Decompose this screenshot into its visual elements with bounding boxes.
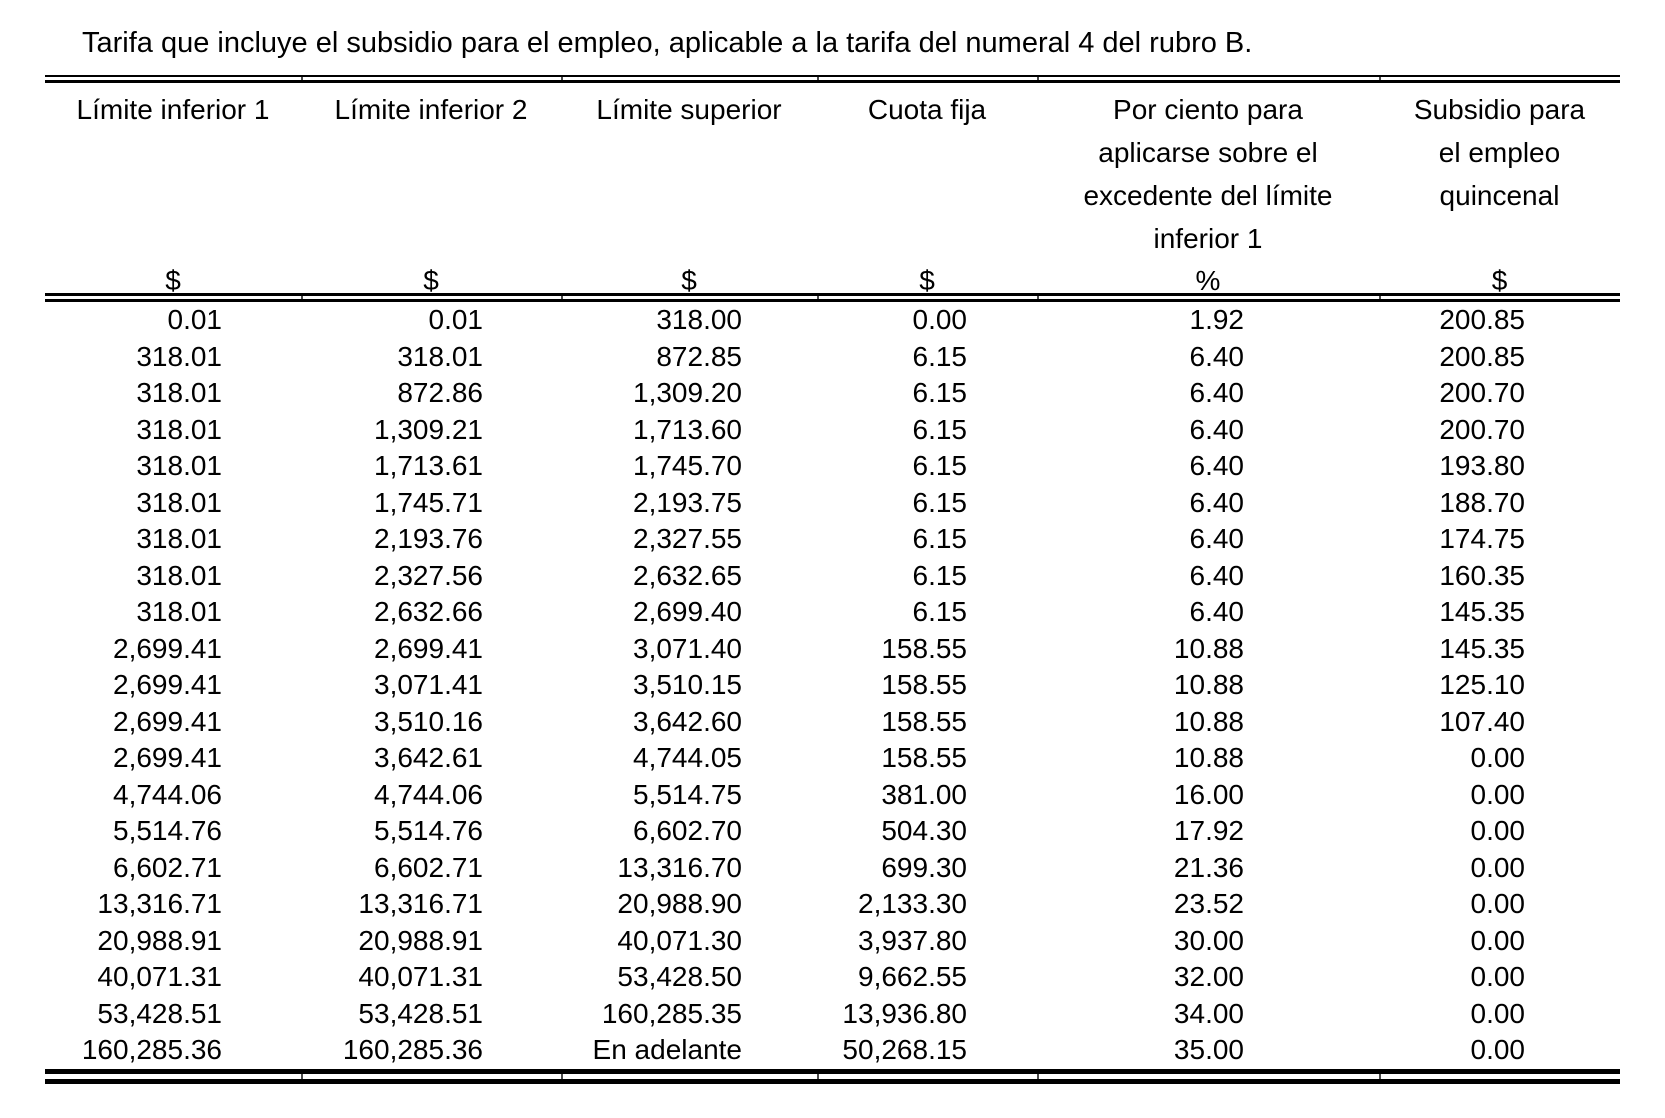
column-boundary-tick bbox=[561, 296, 817, 299]
table-cell: 6.15 bbox=[912, 486, 967, 518]
table-cell: 160.35 bbox=[1439, 559, 1525, 591]
column-boundary-tick bbox=[817, 77, 1037, 80]
table-row bbox=[45, 375, 1620, 412]
table-cell: 318.01 bbox=[136, 596, 222, 627]
table-cell: 20,988.90 bbox=[617, 888, 742, 919]
table-row bbox=[45, 631, 1620, 668]
table-body bbox=[45, 302, 1620, 1069]
table-row bbox=[45, 667, 1620, 704]
table-cell: 40,071.30 bbox=[617, 924, 742, 956]
table-cell: 107.40 bbox=[1439, 705, 1525, 737]
table-cell: 200.85 bbox=[1439, 304, 1525, 335]
column-boundary-tick bbox=[561, 77, 817, 80]
column-unit: $ bbox=[1491, 265, 1508, 296]
table-cell: 318.01 bbox=[136, 413, 222, 445]
table-cell: 2,133.30 bbox=[858, 888, 967, 919]
table-cell: 318.01 bbox=[136, 486, 222, 518]
table-cell: 193.80 bbox=[1439, 450, 1525, 481]
table-cell: 200.70 bbox=[1439, 413, 1525, 445]
table-cell: 13,316.70 bbox=[617, 851, 742, 883]
table-cell: 6.40 bbox=[1189, 413, 1244, 445]
table-row bbox=[45, 485, 1620, 522]
column-boundary-tick bbox=[45, 296, 301, 299]
table-cell: 2,699.41 bbox=[113, 669, 222, 700]
column-title-line: quincenal bbox=[1439, 180, 1560, 211]
table-cell: 381.00 bbox=[881, 778, 967, 810]
column-header-4 bbox=[817, 83, 1037, 302]
column-boundary-tick bbox=[45, 1074, 301, 1079]
table-cell: 53,428.50 bbox=[617, 961, 742, 992]
table-cell: 318.01 bbox=[136, 559, 222, 591]
table-cell: 125.10 bbox=[1439, 669, 1525, 700]
table-cell: 1,713.60 bbox=[633, 413, 742, 445]
table-cell: 2,699.41 bbox=[113, 632, 222, 664]
column-unit: $ bbox=[681, 265, 697, 296]
table-cell: 5,514.75 bbox=[633, 778, 742, 810]
table-cell: 2,699.40 bbox=[633, 596, 742, 627]
column-boundary-tick bbox=[1379, 1074, 1620, 1079]
table-caption: Tarifa que incluye el subsidio para el empleo, aplicable a la tarifa del numeral 4 del rubro B. bbox=[82, 27, 1253, 59]
table-row bbox=[45, 302, 1620, 339]
table-cell: 6.15 bbox=[912, 559, 967, 591]
table-cell: 10.88 bbox=[1173, 705, 1244, 737]
table-row bbox=[45, 339, 1620, 376]
table-cell: 0.01 bbox=[428, 304, 483, 335]
table-row bbox=[45, 704, 1620, 741]
column-boundary-tick bbox=[817, 1074, 1037, 1079]
table-cell: 6.15 bbox=[912, 340, 967, 372]
column-title bbox=[335, 88, 528, 131]
column-unit: $ bbox=[919, 265, 935, 296]
tarifa-table bbox=[45, 75, 1620, 1084]
table-cell: 6.40 bbox=[1189, 559, 1244, 591]
table-cell: 6.15 bbox=[912, 450, 967, 481]
table-cell: 5,514.76 bbox=[374, 815, 483, 846]
table-cell: 1,309.21 bbox=[374, 413, 483, 445]
table-cell: 0.00 bbox=[1470, 1034, 1525, 1065]
column-header-2 bbox=[301, 83, 561, 302]
table-row bbox=[45, 886, 1620, 923]
table-cell: 10.88 bbox=[1173, 669, 1244, 700]
table-cell: 1,713.61 bbox=[374, 450, 483, 481]
table-header-row bbox=[45, 83, 1620, 296]
table-cell: 318.01 bbox=[136, 523, 222, 554]
table-cell: 3,071.41 bbox=[374, 669, 483, 700]
table-cell: 23.52 bbox=[1173, 888, 1244, 919]
table-cell: 872.86 bbox=[397, 377, 483, 408]
column-header-3 bbox=[561, 83, 817, 302]
table-cell: 699.30 bbox=[881, 851, 967, 883]
table-cell: 1,745.70 bbox=[633, 450, 742, 481]
table-cell: 0.00 bbox=[1470, 997, 1525, 1029]
table-cell: 158.55 bbox=[881, 669, 967, 700]
table-cell: 4,744.05 bbox=[633, 742, 742, 773]
table-cell: 6.40 bbox=[1189, 523, 1244, 554]
table-row bbox=[45, 996, 1620, 1033]
table-cell: 35.00 bbox=[1173, 1034, 1244, 1065]
column-title-line: aplicarse sobre el bbox=[1098, 137, 1318, 168]
column-boundary-tick bbox=[817, 296, 1037, 299]
table-cell: 3,510.15 bbox=[633, 669, 742, 700]
table-cell: 13,316.71 bbox=[97, 888, 222, 919]
table-cell: 17.92 bbox=[1173, 815, 1244, 846]
table-cell: 6,602.71 bbox=[113, 851, 222, 883]
column-title-line: Límite inferior 1 bbox=[76, 94, 270, 125]
column-header-1 bbox=[45, 83, 301, 302]
table-cell: 160,285.35 bbox=[601, 997, 742, 1029]
column-title bbox=[868, 88, 986, 131]
column-unit: $ bbox=[165, 265, 181, 296]
table-top-rule bbox=[45, 75, 1620, 83]
table-cell: 2,699.41 bbox=[113, 705, 222, 737]
column-title-line: inferior 1 bbox=[1153, 223, 1263, 254]
table-cell: 2,699.41 bbox=[113, 742, 222, 773]
table-cell: 20,988.91 bbox=[358, 924, 483, 956]
table-cell: 504.30 bbox=[881, 815, 967, 846]
column-boundary-tick bbox=[1037, 77, 1379, 80]
column-boundary-tick bbox=[301, 1074, 561, 1079]
column-title bbox=[77, 88, 270, 131]
table-row bbox=[45, 1032, 1620, 1069]
table-cell: 10.88 bbox=[1173, 632, 1244, 664]
table-cell: 6.40 bbox=[1189, 486, 1244, 518]
table-cell: 34.00 bbox=[1173, 997, 1244, 1029]
column-header-6 bbox=[1379, 83, 1620, 302]
table-cell: 9,662.55 bbox=[858, 961, 967, 992]
column-boundary-tick bbox=[1037, 1074, 1379, 1079]
table-row bbox=[45, 412, 1620, 449]
column-title bbox=[1083, 88, 1332, 260]
table-cell: 6,602.71 bbox=[374, 851, 483, 883]
table-cell: 0.00 bbox=[1470, 924, 1525, 956]
table-cell: 1.92 bbox=[1189, 304, 1244, 335]
table-cell: 32.00 bbox=[1173, 961, 1244, 992]
column-unit: % bbox=[1195, 265, 1221, 296]
table-cell: 200.85 bbox=[1439, 340, 1525, 372]
column-boundary-tick bbox=[1379, 77, 1620, 80]
table-cell: 2,327.55 bbox=[633, 523, 742, 554]
table-row bbox=[45, 850, 1620, 887]
table-bottom-rule bbox=[45, 1069, 1620, 1084]
table-row bbox=[45, 777, 1620, 814]
table-cell: 318.01 bbox=[136, 450, 222, 481]
table-cell: 3,510.16 bbox=[374, 705, 483, 737]
column-title-line: excedente del límite bbox=[1083, 180, 1333, 211]
table-cell: 30.00 bbox=[1173, 924, 1244, 956]
column-boundary-tick bbox=[1379, 296, 1620, 299]
table-cell: 4,744.06 bbox=[113, 778, 222, 810]
table-cell: 318.00 bbox=[656, 304, 742, 335]
table-row bbox=[45, 558, 1620, 595]
table-cell: 10.88 bbox=[1173, 742, 1244, 773]
table-cell: 6,602.70 bbox=[633, 815, 742, 846]
table-cell: 0.00 bbox=[1470, 851, 1525, 883]
column-title-line: Por ciento para bbox=[1113, 94, 1303, 125]
table-cell: 0.00 bbox=[1470, 961, 1525, 992]
table-cell: 50,268.15 bbox=[842, 1034, 967, 1065]
table-cell: 158.55 bbox=[881, 742, 967, 773]
table-cell: En adelante bbox=[592, 1034, 742, 1065]
table-cell: 318.01 bbox=[397, 340, 483, 372]
table-row bbox=[45, 594, 1620, 631]
column-boundary-tick bbox=[301, 296, 561, 299]
table-cell: 6.40 bbox=[1189, 377, 1244, 408]
column-title bbox=[596, 88, 781, 131]
table-cell: 2,193.76 bbox=[374, 523, 483, 554]
table-cell: 2,699.41 bbox=[374, 632, 483, 664]
column-title-line: Límite inferior 2 bbox=[334, 94, 528, 125]
table-cell: 1,745.71 bbox=[374, 486, 483, 518]
table-cell: 0.00 bbox=[912, 304, 967, 335]
table-row bbox=[45, 448, 1620, 485]
table-cell: 872.85 bbox=[656, 340, 742, 372]
table-row bbox=[45, 959, 1620, 996]
table-cell: 318.01 bbox=[136, 340, 222, 372]
table-cell: 3,642.60 bbox=[633, 705, 742, 737]
column-title-line: el empleo bbox=[1438, 137, 1561, 168]
column-title bbox=[1414, 88, 1585, 217]
table-cell: 174.75 bbox=[1439, 523, 1525, 554]
table-row bbox=[45, 521, 1620, 558]
table-cell: 13,936.80 bbox=[842, 997, 967, 1029]
table-cell: 40,071.31 bbox=[358, 961, 483, 992]
table-cell: 188.70 bbox=[1439, 486, 1525, 518]
table-cell: 6.15 bbox=[912, 596, 967, 627]
table-cell: 16.00 bbox=[1173, 778, 1244, 810]
table-cell: 6.40 bbox=[1189, 340, 1244, 372]
table-cell: 3,071.40 bbox=[633, 632, 742, 664]
table-cell: 3,937.80 bbox=[858, 924, 967, 956]
column-boundary-tick bbox=[561, 1074, 817, 1079]
table-row bbox=[45, 813, 1620, 850]
table-cell: 6.40 bbox=[1189, 450, 1244, 481]
column-boundary-tick bbox=[1037, 296, 1379, 299]
table-cell: 13,316.71 bbox=[358, 888, 483, 919]
table-cell: 158.55 bbox=[881, 632, 967, 664]
column-title-line: Subsidio para bbox=[1413, 94, 1586, 125]
column-header-5 bbox=[1037, 83, 1379, 302]
table-cell: 21.36 bbox=[1173, 851, 1244, 883]
table-cell: 0.00 bbox=[1470, 778, 1525, 810]
table-cell: 200.70 bbox=[1439, 377, 1525, 408]
table-cell: 2,632.65 bbox=[633, 559, 742, 591]
table-cell: 5,514.76 bbox=[113, 815, 222, 846]
column-unit: $ bbox=[423, 265, 439, 296]
table-cell: 40,071.31 bbox=[97, 961, 222, 992]
table-cell: 0.01 bbox=[167, 304, 222, 335]
table-cell: 4,744.06 bbox=[374, 778, 483, 810]
table-row bbox=[45, 923, 1620, 960]
column-title-line: Límite superior bbox=[596, 94, 782, 125]
table-cell: 318.01 bbox=[136, 377, 222, 408]
table-cell: 2,632.66 bbox=[374, 596, 483, 627]
table-cell: 3,642.61 bbox=[374, 742, 483, 773]
column-boundary-tick bbox=[301, 77, 561, 80]
table-cell: 160,285.36 bbox=[342, 1034, 483, 1065]
table-cell: 0.00 bbox=[1470, 742, 1525, 773]
table-cell: 6.15 bbox=[912, 413, 967, 445]
table-cell: 6.40 bbox=[1189, 596, 1244, 627]
table-cell: 53,428.51 bbox=[358, 997, 483, 1029]
table-cell: 0.00 bbox=[1470, 815, 1525, 846]
table-row bbox=[45, 740, 1620, 777]
table-cell: 1,309.20 bbox=[633, 377, 742, 408]
table-cell: 0.00 bbox=[1470, 888, 1525, 919]
table-cell: 158.55 bbox=[881, 705, 967, 737]
table-cell: 53,428.51 bbox=[97, 997, 222, 1029]
table-cell: 6.15 bbox=[912, 377, 967, 408]
table-cell: 2,193.75 bbox=[633, 486, 742, 518]
table-cell: 145.35 bbox=[1439, 632, 1525, 664]
table-cell: 20,988.91 bbox=[97, 924, 222, 956]
table-cell: 6.15 bbox=[912, 523, 967, 554]
table-cell: 145.35 bbox=[1439, 596, 1525, 627]
column-title-line: Cuota fija bbox=[867, 94, 987, 125]
table-cell: 160,285.36 bbox=[81, 1034, 222, 1065]
column-boundary-tick bbox=[45, 77, 301, 80]
table-cell: 2,327.56 bbox=[374, 559, 483, 591]
